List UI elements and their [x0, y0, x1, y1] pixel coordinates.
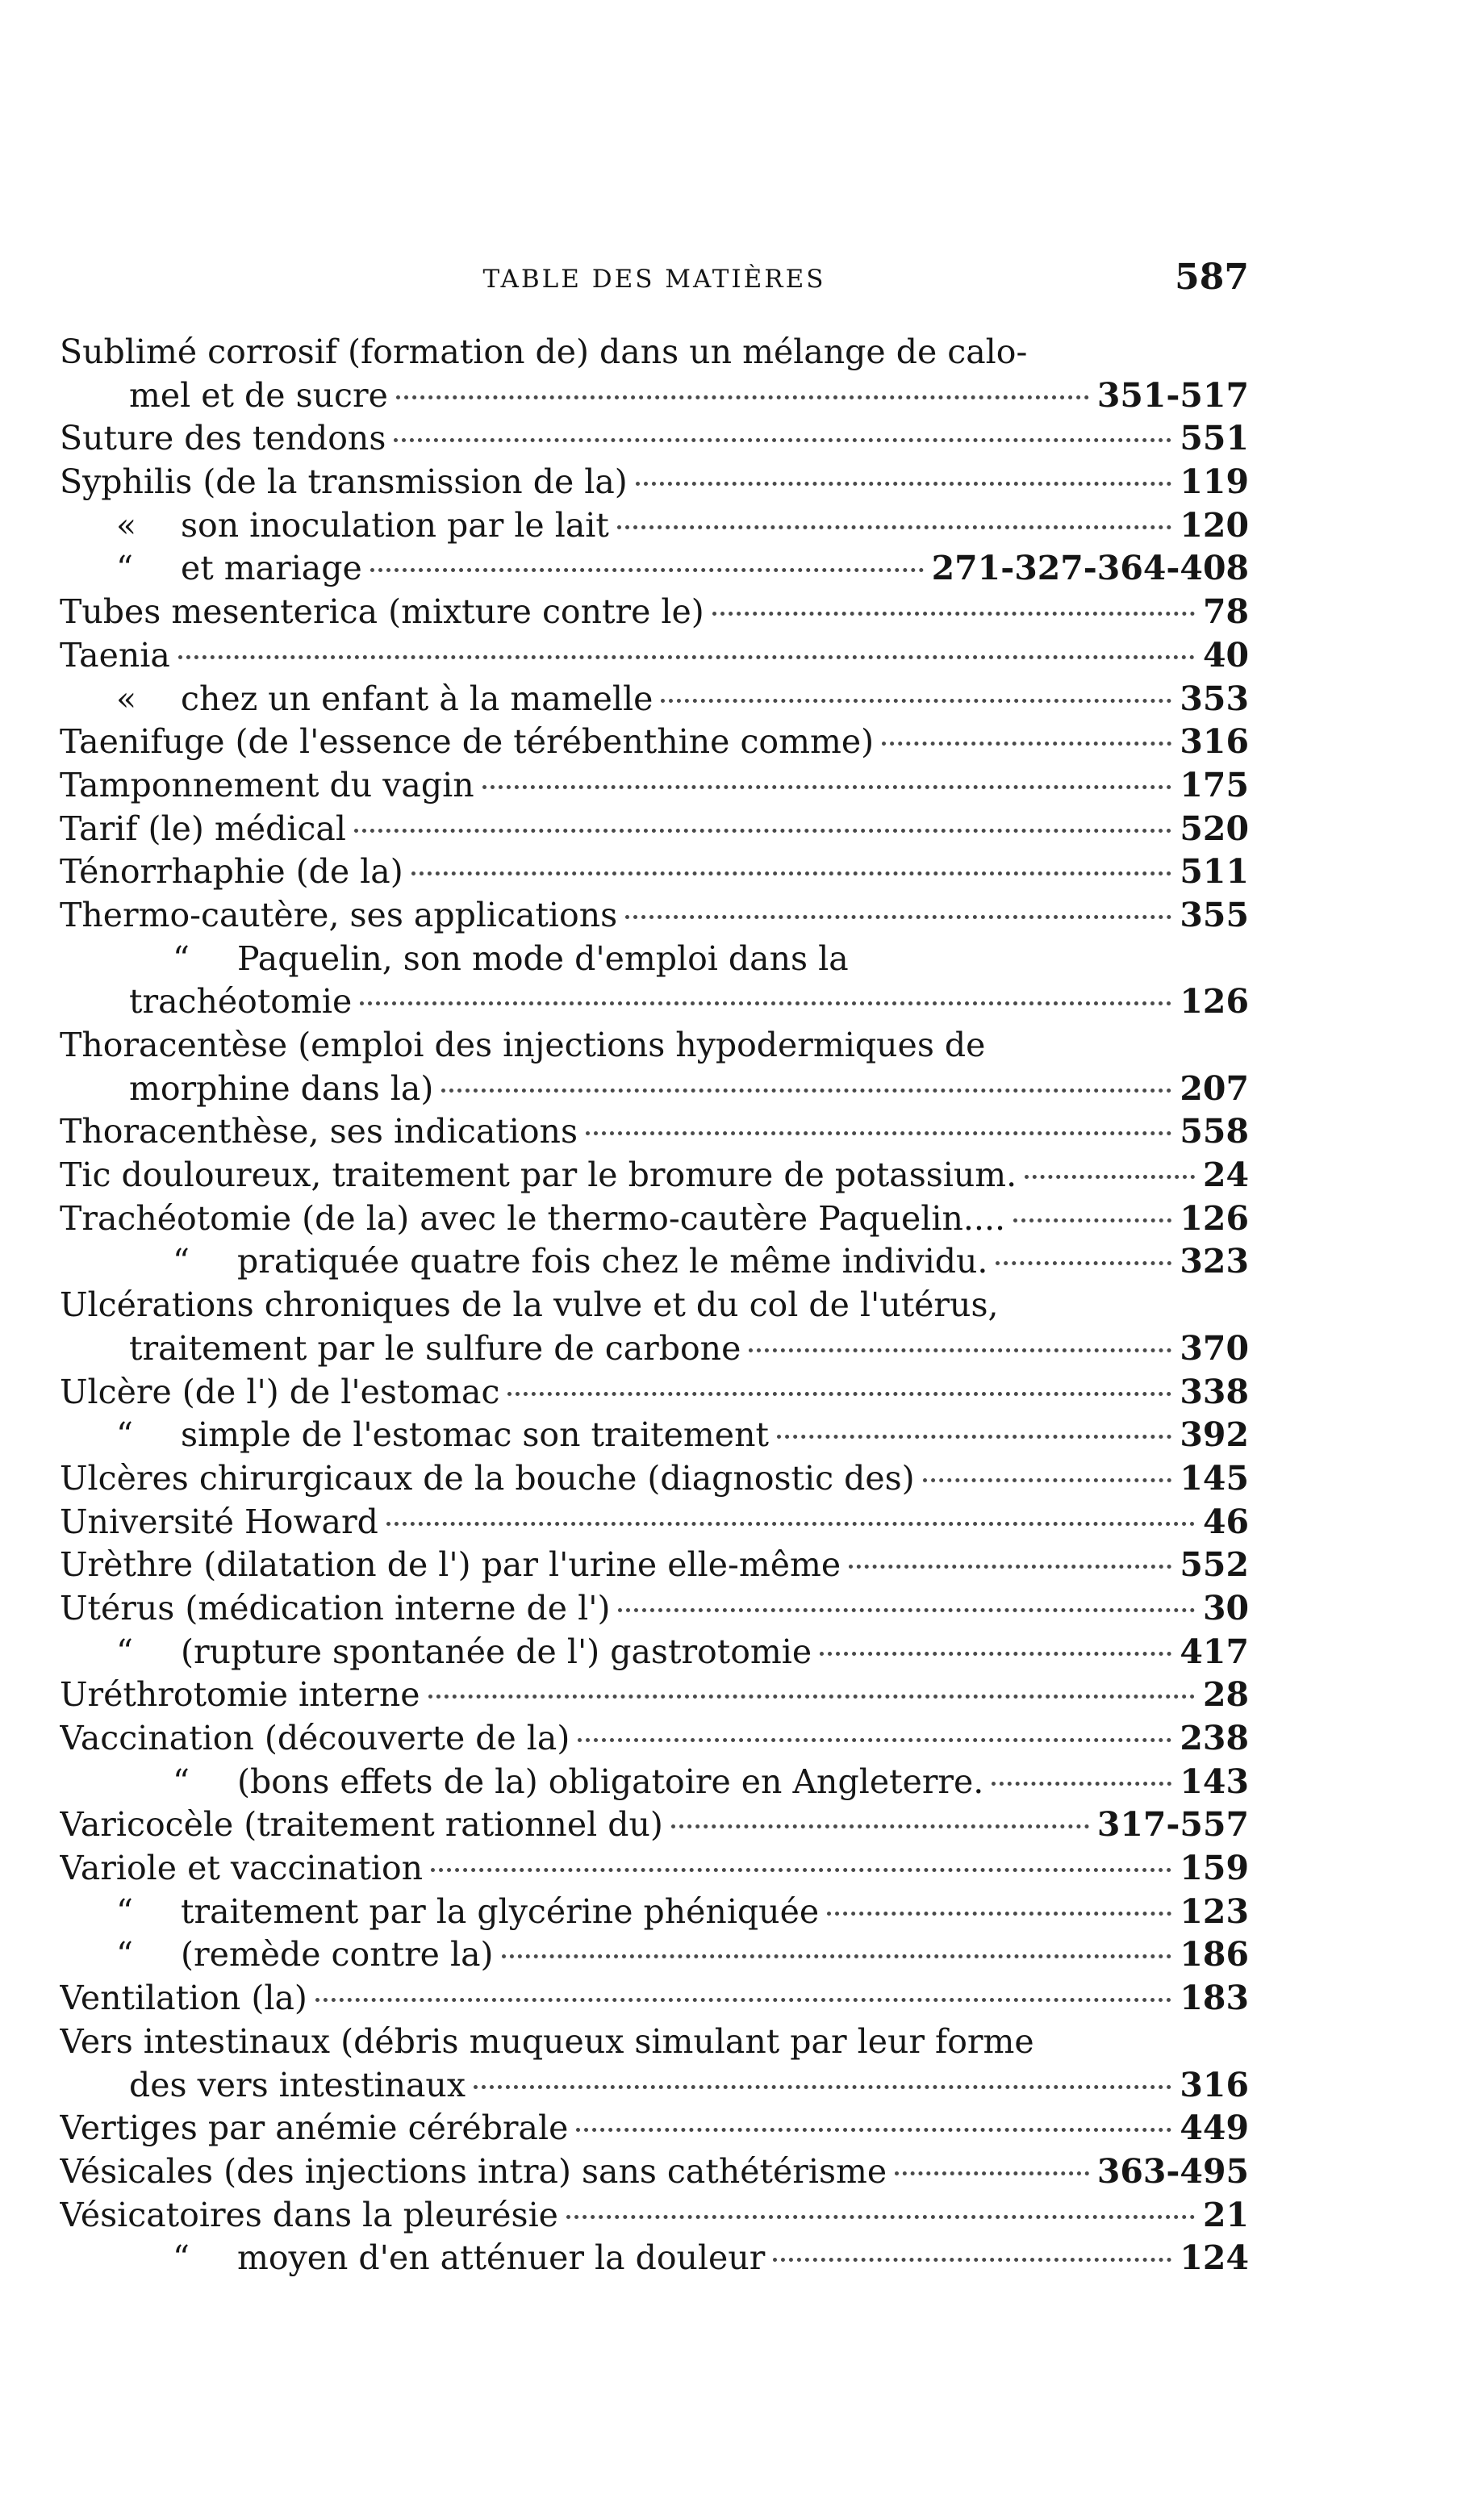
dot-leader	[411, 871, 1172, 876]
entry-text: Ulcère (de l') de l'estomac	[60, 1372, 500, 1411]
dot-leader	[428, 1695, 1195, 1699]
entry-page: 417	[1180, 1632, 1249, 1671]
entry-text: Syphilis (de la transmission de la)	[60, 462, 628, 502]
index-entry	[60, 1154, 1249, 1197]
index-entry	[60, 1761, 1249, 1804]
dot-leader	[671, 1824, 1089, 1828]
ditto-mark: “	[116, 1935, 133, 1975]
index-entry	[60, 1024, 1249, 1068]
entry-text: Vésicales (des injections intra) sans cathétérisme	[60, 2151, 887, 2191]
dot-leader	[849, 1565, 1171, 1569]
entry-text: (remède contre la)	[181, 1935, 494, 1975]
dot-leader	[820, 1652, 1171, 1656]
dot-leader	[895, 2171, 1089, 2175]
index-entry	[60, 1587, 1249, 1631]
entry-text: Vésicatoires dans la pleurésie	[60, 2195, 558, 2234]
entry-text: Vers intestinaux (débris muqueux simulant par leur forme	[60, 2021, 1034, 2061]
index-entry	[60, 461, 1249, 504]
dot-leader	[354, 829, 1171, 833]
index-entry	[60, 1631, 1249, 1674]
entry-page: 370	[1180, 1328, 1249, 1368]
entry-text: mel et de sucre	[129, 375, 388, 415]
index-entry	[60, 1240, 1249, 1284]
dot-leader	[396, 395, 1089, 399]
entry-page: 46	[1202, 1502, 1249, 1541]
entry-text: morphine dans la)	[129, 1068, 434, 1108]
index-entry	[60, 980, 1249, 1024]
dot-leader	[315, 1998, 1171, 2002]
dot-leader	[712, 612, 1195, 616]
entry-page: 120	[1180, 505, 1249, 545]
dot-leader	[992, 1782, 1171, 1786]
entry-text: Suture des tendons	[60, 419, 386, 458]
index-entry	[60, 808, 1249, 851]
index-entry	[60, 1197, 1249, 1241]
dot-leader	[431, 1868, 1171, 1872]
entry-page: 78	[1202, 592, 1249, 632]
entry-page: 551	[1180, 419, 1249, 458]
index-entry	[60, 1327, 1249, 1371]
entry-text: Variole et vaccination	[60, 1849, 424, 1888]
index-entry	[60, 850, 1249, 894]
dot-leader	[178, 655, 1195, 659]
entry-text: Taenifuge (de l'essence de térébenthine comme)	[60, 722, 875, 762]
dot-leader	[441, 1089, 1171, 1093]
index-entry	[60, 1110, 1249, 1154]
entry-page: 271-327-364-408	[931, 549, 1249, 588]
entry-text: Sublimé corrosif (formation de) dans un mélange de calo-	[60, 332, 1028, 371]
dot-leader	[636, 482, 1172, 486]
index-entry	[60, 1284, 1249, 1327]
index-entry	[60, 764, 1249, 808]
index-entry	[60, 2021, 1249, 2064]
entry-page: 323	[1180, 1242, 1249, 1281]
index-entry	[60, 1674, 1249, 1717]
entry-page: 363-495	[1096, 2151, 1249, 2191]
dot-leader	[578, 1738, 1171, 1742]
index-entry	[60, 2194, 1249, 2238]
index-entry	[60, 721, 1249, 764]
entry-text: Thermo-cautère, ses applications	[60, 895, 618, 934]
dot-leader	[1025, 1175, 1195, 1179]
entry-page: 126	[1180, 982, 1249, 1022]
index-entry	[60, 591, 1249, 634]
ditto-mark: «	[116, 679, 137, 718]
entry-page: 30	[1202, 1588, 1249, 1628]
ditto-mark: “	[173, 1761, 190, 1801]
ditto-mark: “	[116, 1632, 133, 1671]
index-entry	[60, 678, 1249, 721]
entry-text: Uréthrotomie interne	[60, 1675, 420, 1715]
entry-page: 511	[1180, 852, 1249, 892]
entry-page: 552	[1180, 1545, 1249, 1585]
entry-page: 316	[1180, 2065, 1249, 2104]
entry-page: 40	[1202, 635, 1249, 675]
entry-page: 159	[1180, 1849, 1249, 1888]
dot-leader	[882, 742, 1171, 746]
index-entry	[60, 2150, 1249, 2194]
dot-leader	[507, 1392, 1171, 1396]
entry-text: Ulcérations chroniques de la vulve et du col de l'utérus,	[60, 1285, 999, 1325]
index-entry	[60, 894, 1249, 938]
entry-page: 143	[1180, 1761, 1249, 1801]
index-entry	[60, 1847, 1249, 1891]
entry-text: et mariage	[181, 549, 362, 588]
dot-leader	[625, 915, 1171, 919]
entry-page: 186	[1180, 1935, 1249, 1975]
entry-text: Varicocèle (traitement rationnel du)	[60, 1805, 663, 1845]
entry-page: 21	[1202, 2195, 1249, 2234]
entry-page: 183	[1180, 1979, 1249, 2018]
entry-page: 351-517	[1096, 375, 1249, 415]
entry-text: Thoracentèse (emploi des injections hypodermiques de	[60, 1026, 986, 1064]
entry-text: Tarif (le) médical	[60, 809, 346, 848]
entry-text: Vertiges par anémie cérébrale	[60, 2108, 569, 2148]
entry-text: Thoracenthèse, ses indications	[60, 1112, 578, 1151]
entry-text: moyen d'en atténuer la douleur	[237, 2238, 766, 2278]
dot-leader	[777, 1435, 1171, 1439]
entry-page: 123	[1180, 1891, 1249, 1931]
dot-leader	[1013, 1218, 1171, 1222]
index-entry	[60, 374, 1249, 418]
index-entry	[60, 2237, 1249, 2280]
entry-page: 392	[1180, 1415, 1249, 1455]
entry-page: 28	[1202, 1675, 1249, 1715]
entry-text: (bons effets de la) obligatoire en Angleterre.	[237, 1761, 984, 1801]
ditto-mark: “	[116, 1415, 133, 1455]
index-entry	[60, 1933, 1249, 1977]
entry-text: traitement par la glycérine phéniquée	[181, 1891, 820, 1931]
dot-leader	[773, 2258, 1171, 2262]
entry-page: 355	[1180, 895, 1249, 934]
index-entry	[60, 1803, 1249, 1847]
entry-text: traitement par le sulfure de carbone	[129, 1328, 741, 1368]
page-number: 587	[1175, 257, 1249, 298]
ditto-mark: “	[173, 938, 190, 978]
dot-leader	[996, 1261, 1171, 1265]
page-header	[60, 257, 1249, 305]
index-entry	[60, 2064, 1249, 2108]
entry-page: 558	[1180, 1112, 1249, 1151]
dot-leader	[827, 1912, 1171, 1916]
ditto-mark: «	[116, 505, 137, 545]
dot-leader	[618, 1608, 1194, 1612]
index-entry	[60, 1977, 1249, 2021]
entry-page: 145	[1180, 1458, 1249, 1498]
dot-leader	[502, 1954, 1172, 1958]
entry-page: 126	[1180, 1198, 1249, 1238]
index-entry	[60, 504, 1249, 548]
entry-text: Vaccination (découverte de la)	[60, 1719, 570, 1757]
entry-page: 24	[1202, 1156, 1249, 1195]
index-entry	[60, 1544, 1249, 1587]
entry-text: Ventilation (la)	[60, 1979, 307, 2018]
dot-leader	[386, 1522, 1195, 1526]
index-entry	[60, 1501, 1249, 1544]
entry-page: 353	[1180, 679, 1249, 718]
dot-leader	[617, 525, 1172, 529]
index-entry	[60, 1371, 1249, 1415]
entry-text: chez un enfant à la mamelle	[181, 679, 653, 718]
entry-text: Ulcères chirurgicaux de la bouche (diagnostic des)	[60, 1458, 915, 1498]
entry-page: 207	[1180, 1068, 1249, 1108]
dot-leader	[566, 2215, 1195, 2219]
entry-page: 175	[1180, 765, 1249, 804]
entry-text: Taenia	[60, 635, 170, 675]
dot-leader	[360, 1001, 1171, 1005]
entry-text: son inoculation par le lait	[181, 505, 609, 545]
index-entry	[60, 1068, 1249, 1111]
entry-page: 238	[1180, 1719, 1249, 1757]
entry-text: Trachéotomie (de la) avec le thermo-cautère Paquelin....	[60, 1198, 1006, 1238]
entry-text: Urèthre (dilatation de l') par l'urine elle-même	[60, 1545, 841, 1585]
entry-text: Ténorrhaphie (de la)	[60, 852, 403, 892]
dot-leader	[749, 1348, 1171, 1352]
index-entry	[60, 2107, 1249, 2150]
dot-leader	[661, 699, 1171, 703]
entry-text: Université Howard	[60, 1502, 378, 1541]
index-entry	[60, 938, 1249, 981]
dot-leader	[923, 1478, 1172, 1482]
entry-page: 317-557	[1096, 1805, 1249, 1845]
dot-leader	[482, 785, 1172, 789]
dot-leader	[370, 568, 924, 572]
running-title: TABLE DES MATIÈRES	[482, 265, 826, 294]
index-list	[60, 331, 1249, 2280]
index-entry	[60, 1891, 1249, 1934]
entry-page: 124	[1180, 2238, 1249, 2278]
entry-page: 338	[1180, 1372, 1249, 1411]
dot-leader	[576, 2128, 1171, 2132]
entry-text: Tamponnement du vagin	[60, 765, 474, 804]
entry-text: Utérus (médication interne de l')	[60, 1588, 611, 1628]
ditto-mark: “	[116, 1891, 133, 1931]
entry-text: Tic douloureux, traitement par le bromure de potassium.	[60, 1156, 1017, 1195]
dot-leader	[474, 2085, 1171, 2089]
dot-leader	[586, 1131, 1171, 1135]
entry-text: (rupture spontanée de l') gastrotomie	[181, 1632, 812, 1671]
entry-text: Paquelin, son mode d'emploi dans la	[237, 938, 849, 978]
entry-text: Tubes mesenterica (mixture contre le)	[60, 592, 704, 632]
index-entry	[60, 331, 1249, 374]
index-entry	[60, 547, 1249, 591]
ditto-mark: “	[173, 2238, 190, 2278]
entry-text: trachéotomie	[129, 982, 353, 1022]
entry-text: pratiquée quatre fois chez le même individu.	[237, 1242, 988, 1281]
index-entry	[60, 1717, 1249, 1761]
dot-leader	[394, 438, 1171, 442]
index-entry	[60, 417, 1249, 461]
index-entry	[60, 1414, 1249, 1457]
index-entry	[60, 634, 1249, 678]
index-entry	[60, 1457, 1249, 1501]
entry-page: 520	[1180, 809, 1249, 848]
entry-page: 316	[1180, 722, 1249, 762]
entry-page: 119	[1180, 462, 1249, 502]
ditto-mark: “	[116, 549, 133, 588]
entry-text: des vers intestinaux	[129, 2065, 466, 2104]
entry-page: 449	[1180, 2108, 1249, 2148]
entry-text: simple de l'estomac son traitement	[181, 1415, 769, 1455]
ditto-mark: “	[173, 1242, 190, 1281]
